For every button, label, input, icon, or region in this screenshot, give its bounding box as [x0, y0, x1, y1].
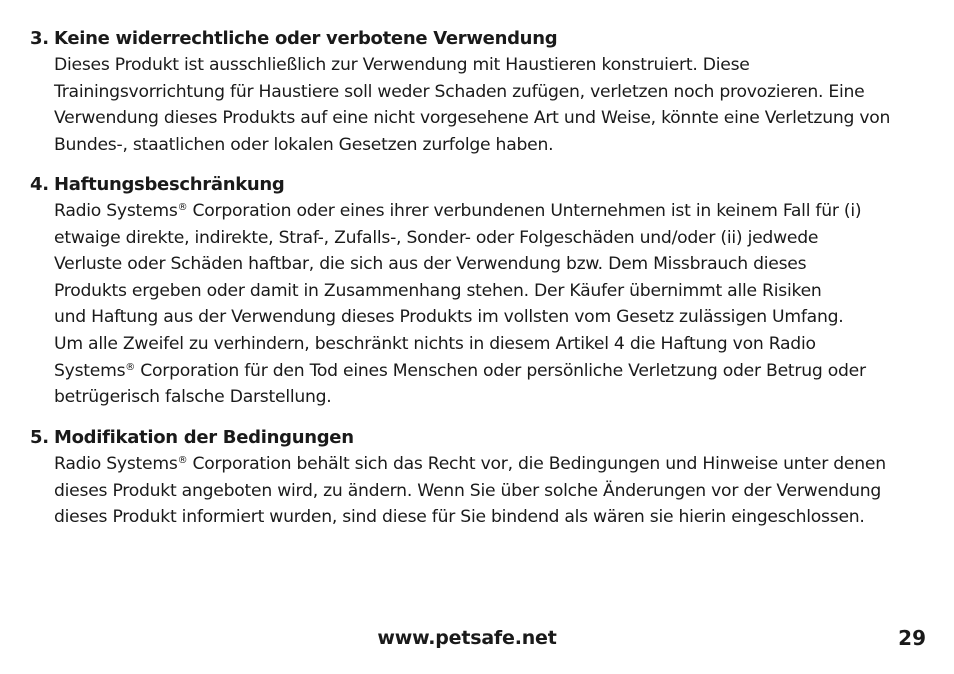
company-name: Radio Systems: [54, 454, 178, 474]
section-3-number: 3.: [30, 28, 49, 49]
registered-mark: ®: [125, 361, 136, 373]
section-4-line-3: Verluste oder Schäden haftbar, die sich aus der Verwendung bzw. Dem Missbrauch dieses: [54, 254, 807, 275]
section-5: [30, 425, 930, 531]
section-5-line-3: dieses Produkt informiert wurden, sind diese für Sie bindend als wären sie hierin eingeschlossen.: [54, 507, 865, 528]
section-4-line-2: etwaige direkte, indirekte, Straf-, Zufalls-, Sonder- oder Folgeschäden und/oder (ii) jedwede: [54, 227, 819, 248]
section-4-body: [30, 198, 930, 411]
company-name-part: Systems: [54, 360, 126, 381]
section-4-line-1-rest: Corporation oder eines ihrer verbundenen Unternehmen ist in keinem Fall für (i): [187, 201, 862, 221]
page-number: 29: [898, 626, 926, 650]
section-3-line-3: Verwendung dieses Produkts auf eine nicht vorgesehene Art und Weise, könnte eine Verletzung von: [54, 108, 891, 129]
section-5-heading: [30, 425, 930, 451]
section-3-line-4: Bundes-, staatlichen oder lokalen Gesetzen zurfolge haben.: [54, 134, 554, 155]
section-4-line-6: Um alle Zweifel zu verhindern, beschränkt nichts in diesem Artikel 4 die Haftung von Radio: [54, 333, 816, 354]
section-3-line-2: Trainingsvorrichtung für Haustiere soll weder Schaden zufügen, verletzen noch provozieren. Eine: [54, 81, 865, 102]
section-5-line-1: [54, 451, 930, 478]
section-4-heading: [30, 172, 930, 198]
section-4-line-7-rest: Corporation für den Tod eines Menschen oder persönliche Verletzung oder Betrug oder: [135, 360, 866, 381]
section-3: [30, 26, 930, 158]
section-4-line-5: und Haftung aus der Verwendung dieses Produkts im vollsten vom Gesetz zulässigen Umfang.: [54, 307, 844, 328]
section-4-number: 4.: [30, 174, 49, 195]
section-3-body: [30, 52, 930, 158]
registered-mark: ®: [177, 202, 188, 213]
section-5-title: Modifikation der Bedingungen: [54, 427, 354, 448]
footer-website-link[interactable]: www.petsafe.net: [377, 627, 557, 649]
section-3-heading: [30, 26, 930, 52]
section-4-line-7: [54, 358, 930, 385]
section-4-line-4: Produkts ergeben oder damit in Zusammenhang stehen. Der Käufer übernimmt alle Risiken: [54, 280, 822, 301]
section-5-line-2: dieses Produkt angeboten wird, zu ändern. Wenn Sie über solche Änderungen vor der Verwendung: [54, 480, 882, 501]
section-4-line-1: [54, 198, 930, 225]
section-3-title: Keine widerrechtliche oder verbotene Verwendung: [54, 28, 558, 49]
section-5-line-1-rest: Corporation behält sich das Recht vor, die Bedingungen und Hinweise unter denen: [187, 454, 886, 474]
company-name: Radio Systems: [54, 201, 178, 221]
section-5-body: [30, 451, 930, 531]
section-3-line-1: Dieses Produkt ist ausschließlich zur Verwendung mit Haustieren konstruiert. Diese: [54, 55, 750, 75]
section-4: [30, 172, 930, 411]
section-4-title: Haftungsbeschränkung: [54, 174, 285, 195]
section-4-line-8: betrügerisch falsche Darstellung.: [54, 387, 332, 408]
registered-mark: ®: [177, 455, 188, 466]
section-5-number: 5.: [30, 427, 49, 448]
